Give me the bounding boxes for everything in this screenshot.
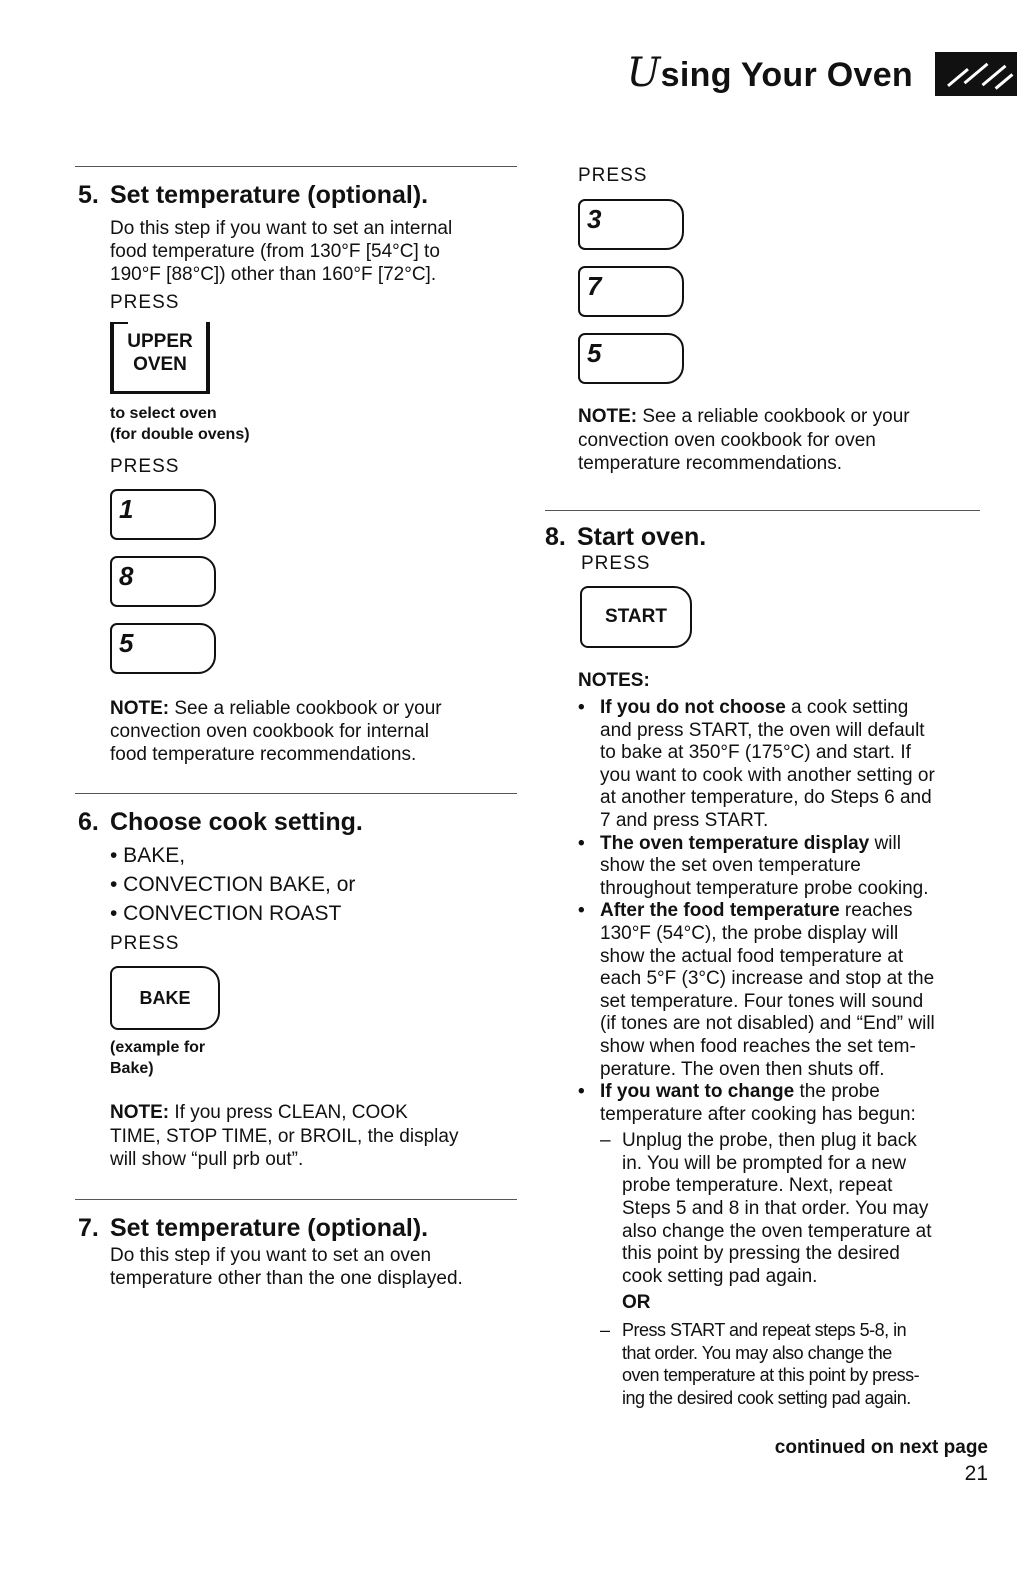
step-5-heading: 5. Set temperature (optional). (78, 181, 429, 209)
press-label: PRESS (578, 165, 648, 186)
title-rest: sing Your Oven (660, 56, 913, 94)
step-7-heading: 7. Set temperature (optional). (78, 1214, 429, 1242)
sub-item: – Press START and repeat steps 5-8, in that order. You may also change the oven temperature at this point by press- ing the desired cook setting pad again. (600, 1319, 998, 1409)
press-label: PRESS (110, 456, 180, 477)
keypad-1-button[interactable]: 1 (110, 489, 216, 540)
step-6-note: NOTE: If you press CLEAN, COOK TIME, STOP TIME, or BROIL, the display will show “pull prb out”. (110, 1102, 459, 1170)
keypad-7-button[interactable]: 7 (578, 266, 684, 317)
start-button[interactable]: START (580, 586, 692, 648)
divider (545, 510, 980, 511)
cook-setting-list (110, 841, 355, 928)
title-initial: U (626, 50, 661, 96)
list-item: • CONVECTION BAKE, or (110, 873, 356, 896)
keypad-5-button[interactable]: 5 (578, 333, 684, 384)
step-5-note: NOTE: See a reliable cookbook or your convection oven cookbook for internal food temperature recommendations. (110, 698, 442, 765)
sub-item: – Unplug the probe, then plug it back in. You will be prompted for a new probe temperature. Next, repeat Steps 5 and 8 in that order. You may also change the oven temperature at this point by pressing the desired cook setting pad again. (600, 1130, 998, 1288)
or-label: OR (622, 1292, 651, 1314)
continued-label: continued on next page (774, 1437, 988, 1458)
bake-button[interactable]: BAKE (110, 966, 220, 1030)
press-label: PRESS (110, 292, 180, 313)
notes-heading: NOTES: (578, 670, 650, 691)
step-7-note: NOTE: See a reliable cookbook or your convection oven cookbook for oven temperature recommendations. (578, 406, 910, 474)
notes-list (578, 697, 998, 1409)
press-label: PRESS (581, 553, 651, 574)
list-item: • The oven temperature display will show the set oven temperature throughout temperature probe cooking. (578, 833, 998, 901)
keypad-3-button[interactable]: 3 (578, 199, 684, 250)
decorative-emblem-icon (935, 52, 1017, 96)
press-label: PRESS (110, 933, 180, 954)
list-item: • CONVECTION ROAST (110, 902, 342, 925)
keypad-5-button[interactable]: 5 (110, 623, 216, 674)
select-oven-caption: to select oven (for double ovens) (110, 405, 250, 443)
page-number: 21 (964, 1462, 988, 1485)
step-7-body: Do this step if you want to set an oven temperature other than the one displayed. (110, 1245, 463, 1289)
divider (75, 1199, 517, 1200)
step-6-heading: 6. Choose cook setting. (78, 808, 363, 836)
step-5-body: Do this step if you want to set an internal food temperature (from 130°F [54°C] to 190°F [88°C]) other than 160°F [72°C]. (110, 218, 453, 285)
list-item: • BAKE, (110, 844, 186, 867)
list-item: • If you do not choose a cook setting and press START, the oven will default to bake at 350°F (175°C) and start. If you want to cook with another setting or at another temperature, do Steps 6 and 7 and press START. (578, 697, 998, 833)
list-item: • If you want to change the probe temperature after cooking has begun: – Unplug the probe, then plug it back in. You will be prompted for a new probe temperature. Next, repeat Steps 5 and 8 in that order. You may also change the oven temperature at this point by pressing the desired cook setting pad again. OR – Press START and repeat steps 5-8, in that order. You may also change the oven temperature at this point by press- ing the desired cook setting pad again. (578, 1081, 998, 1409)
list-item: • After the food temperature reaches 130°F (54°C), the probe display will show the actual food temperature at each 5°F (3°C) increase and stop at the set temperature. Four tones will sound (if tones are not disabled) and “End” will show when food reaches the set tem- perature. The oven then shuts off. (578, 900, 998, 1081)
divider (75, 166, 517, 167)
bake-caption: (example for Bake) (110, 1039, 206, 1077)
page-title (627, 50, 913, 96)
keypad-8-button[interactable]: 8 (110, 556, 216, 607)
step-8-heading: 8. Start oven. (545, 523, 707, 551)
divider (75, 793, 517, 794)
upper-oven-button[interactable]: UPPER OVEN (110, 322, 210, 394)
